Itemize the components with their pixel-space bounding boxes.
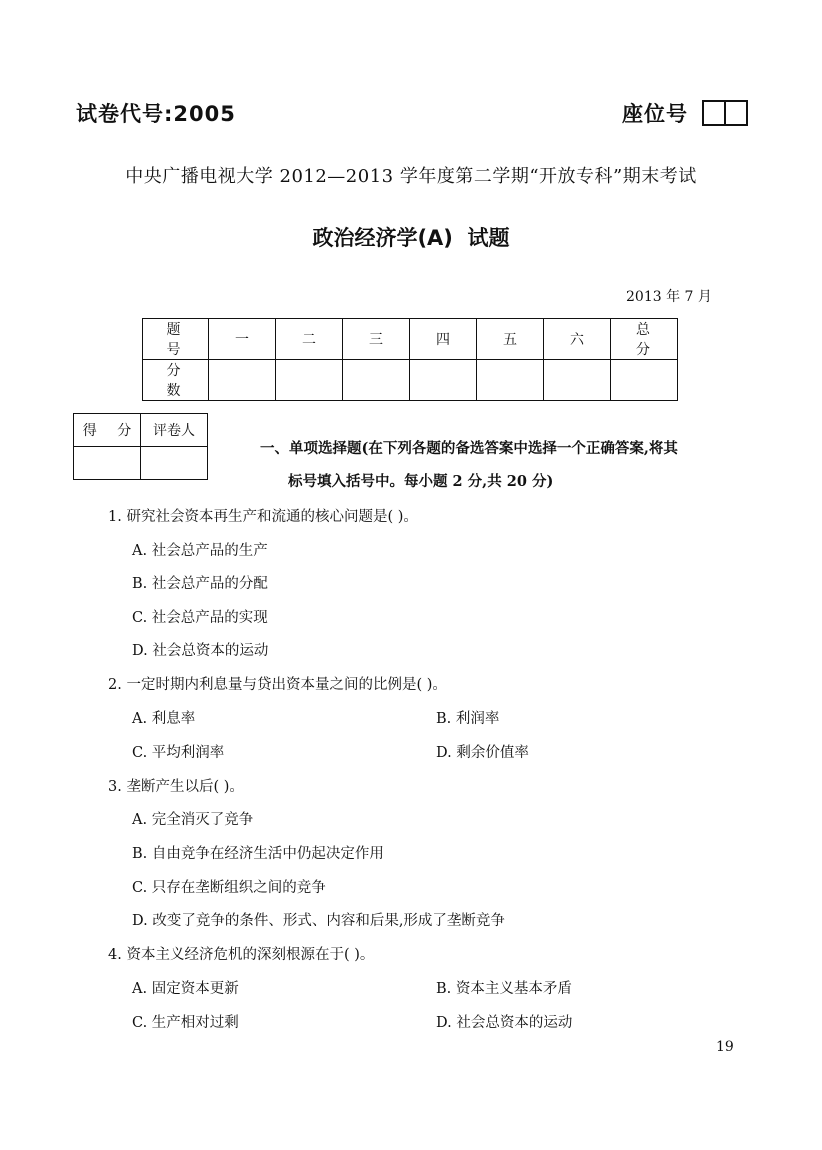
score-cell: 二: [276, 319, 343, 360]
exam-date: 2013 年 7 月: [626, 289, 712, 305]
score-value-cell[interactable]: [611, 360, 678, 401]
option: A. 完全消灭了竞争: [132, 812, 254, 828]
option: D. 社会总资本的运动: [436, 1015, 573, 1031]
score-cell: 总 分: [611, 319, 678, 360]
section-instruction-cont: 标号填入括号中。每小题 2 分,共 20 分): [288, 473, 554, 490]
score-cell: 三: [343, 319, 410, 360]
score-value-cell[interactable]: [477, 360, 544, 401]
grader-score-header: 得 分: [74, 414, 141, 447]
option: D. 改变了竞争的条件、形式、内容和后果,形成了垄断竞争: [132, 913, 505, 929]
score-value-cell[interactable]: [410, 360, 477, 401]
option: A. 社会总产品的生产: [132, 543, 268, 559]
score-table: [142, 318, 678, 401]
score-value-cell[interactable]: [209, 360, 276, 401]
score-cell: 五: [477, 319, 544, 360]
paper-code: 试卷代号:2005: [76, 102, 236, 126]
option: B. 自由竞争在经济生活中仍起决定作用: [132, 846, 384, 862]
option: D. 剩余价值率: [436, 745, 529, 761]
section-instruction: 一、单项选择题(在下列各题的备选答案中选择一个正确答案,将其: [260, 440, 678, 457]
question-text: 4. 资本主义经济危机的深刻根源在于( )。: [108, 947, 375, 963]
option: C. 生产相对过剩: [132, 1015, 239, 1031]
grader-name-header: 评卷人: [141, 414, 208, 447]
seat-box: [704, 102, 724, 124]
score-cell: 一: [209, 319, 276, 360]
seat-number-boxes: [702, 100, 748, 126]
score-cell: 六: [544, 319, 611, 360]
question-text: 3. 垄断产生以后( )。: [108, 779, 244, 795]
seat-number-label: 座位号: [622, 102, 688, 126]
score-cell: 题 号: [143, 319, 209, 360]
option: B. 社会总产品的分配: [132, 576, 268, 592]
score-cell: 分 数: [143, 360, 209, 401]
subject-title: 政治经济学(A) 试题: [312, 226, 510, 250]
grader-table: [73, 413, 208, 480]
option: C. 社会总产品的实现: [132, 610, 268, 626]
question-text: 1. 研究社会资本再生产和流通的核心问题是( )。: [108, 509, 418, 525]
score-table-header-row: [143, 319, 678, 360]
option: C. 只存在垄断组织之间的竞争: [132, 880, 326, 896]
option: B. 资本主义基本矛盾: [436, 981, 572, 997]
option: C. 平均利润率: [132, 745, 225, 761]
grader-name-cell[interactable]: [141, 447, 208, 480]
option: A. 固定资本更新: [132, 981, 239, 997]
score-value-cell[interactable]: [276, 360, 343, 401]
option: B. 利润率: [436, 711, 500, 727]
question-text: 2. 一定时期内利息量与贷出资本量之间的比例是( )。: [108, 677, 447, 693]
score-value-cell[interactable]: [343, 360, 410, 401]
option: A. 利息率: [132, 711, 196, 727]
page-number: 19: [716, 1039, 734, 1055]
seat-box: [724, 102, 746, 124]
score-table-value-row: [143, 360, 678, 401]
grader-score-cell[interactable]: [74, 447, 141, 480]
exam-title: 中央广播电视大学 2012—2013 学年度第二学期“开放专科”期末考试: [125, 166, 697, 187]
option: D. 社会总资本的运动: [132, 643, 269, 659]
score-cell: 四: [410, 319, 477, 360]
score-value-cell[interactable]: [544, 360, 611, 401]
